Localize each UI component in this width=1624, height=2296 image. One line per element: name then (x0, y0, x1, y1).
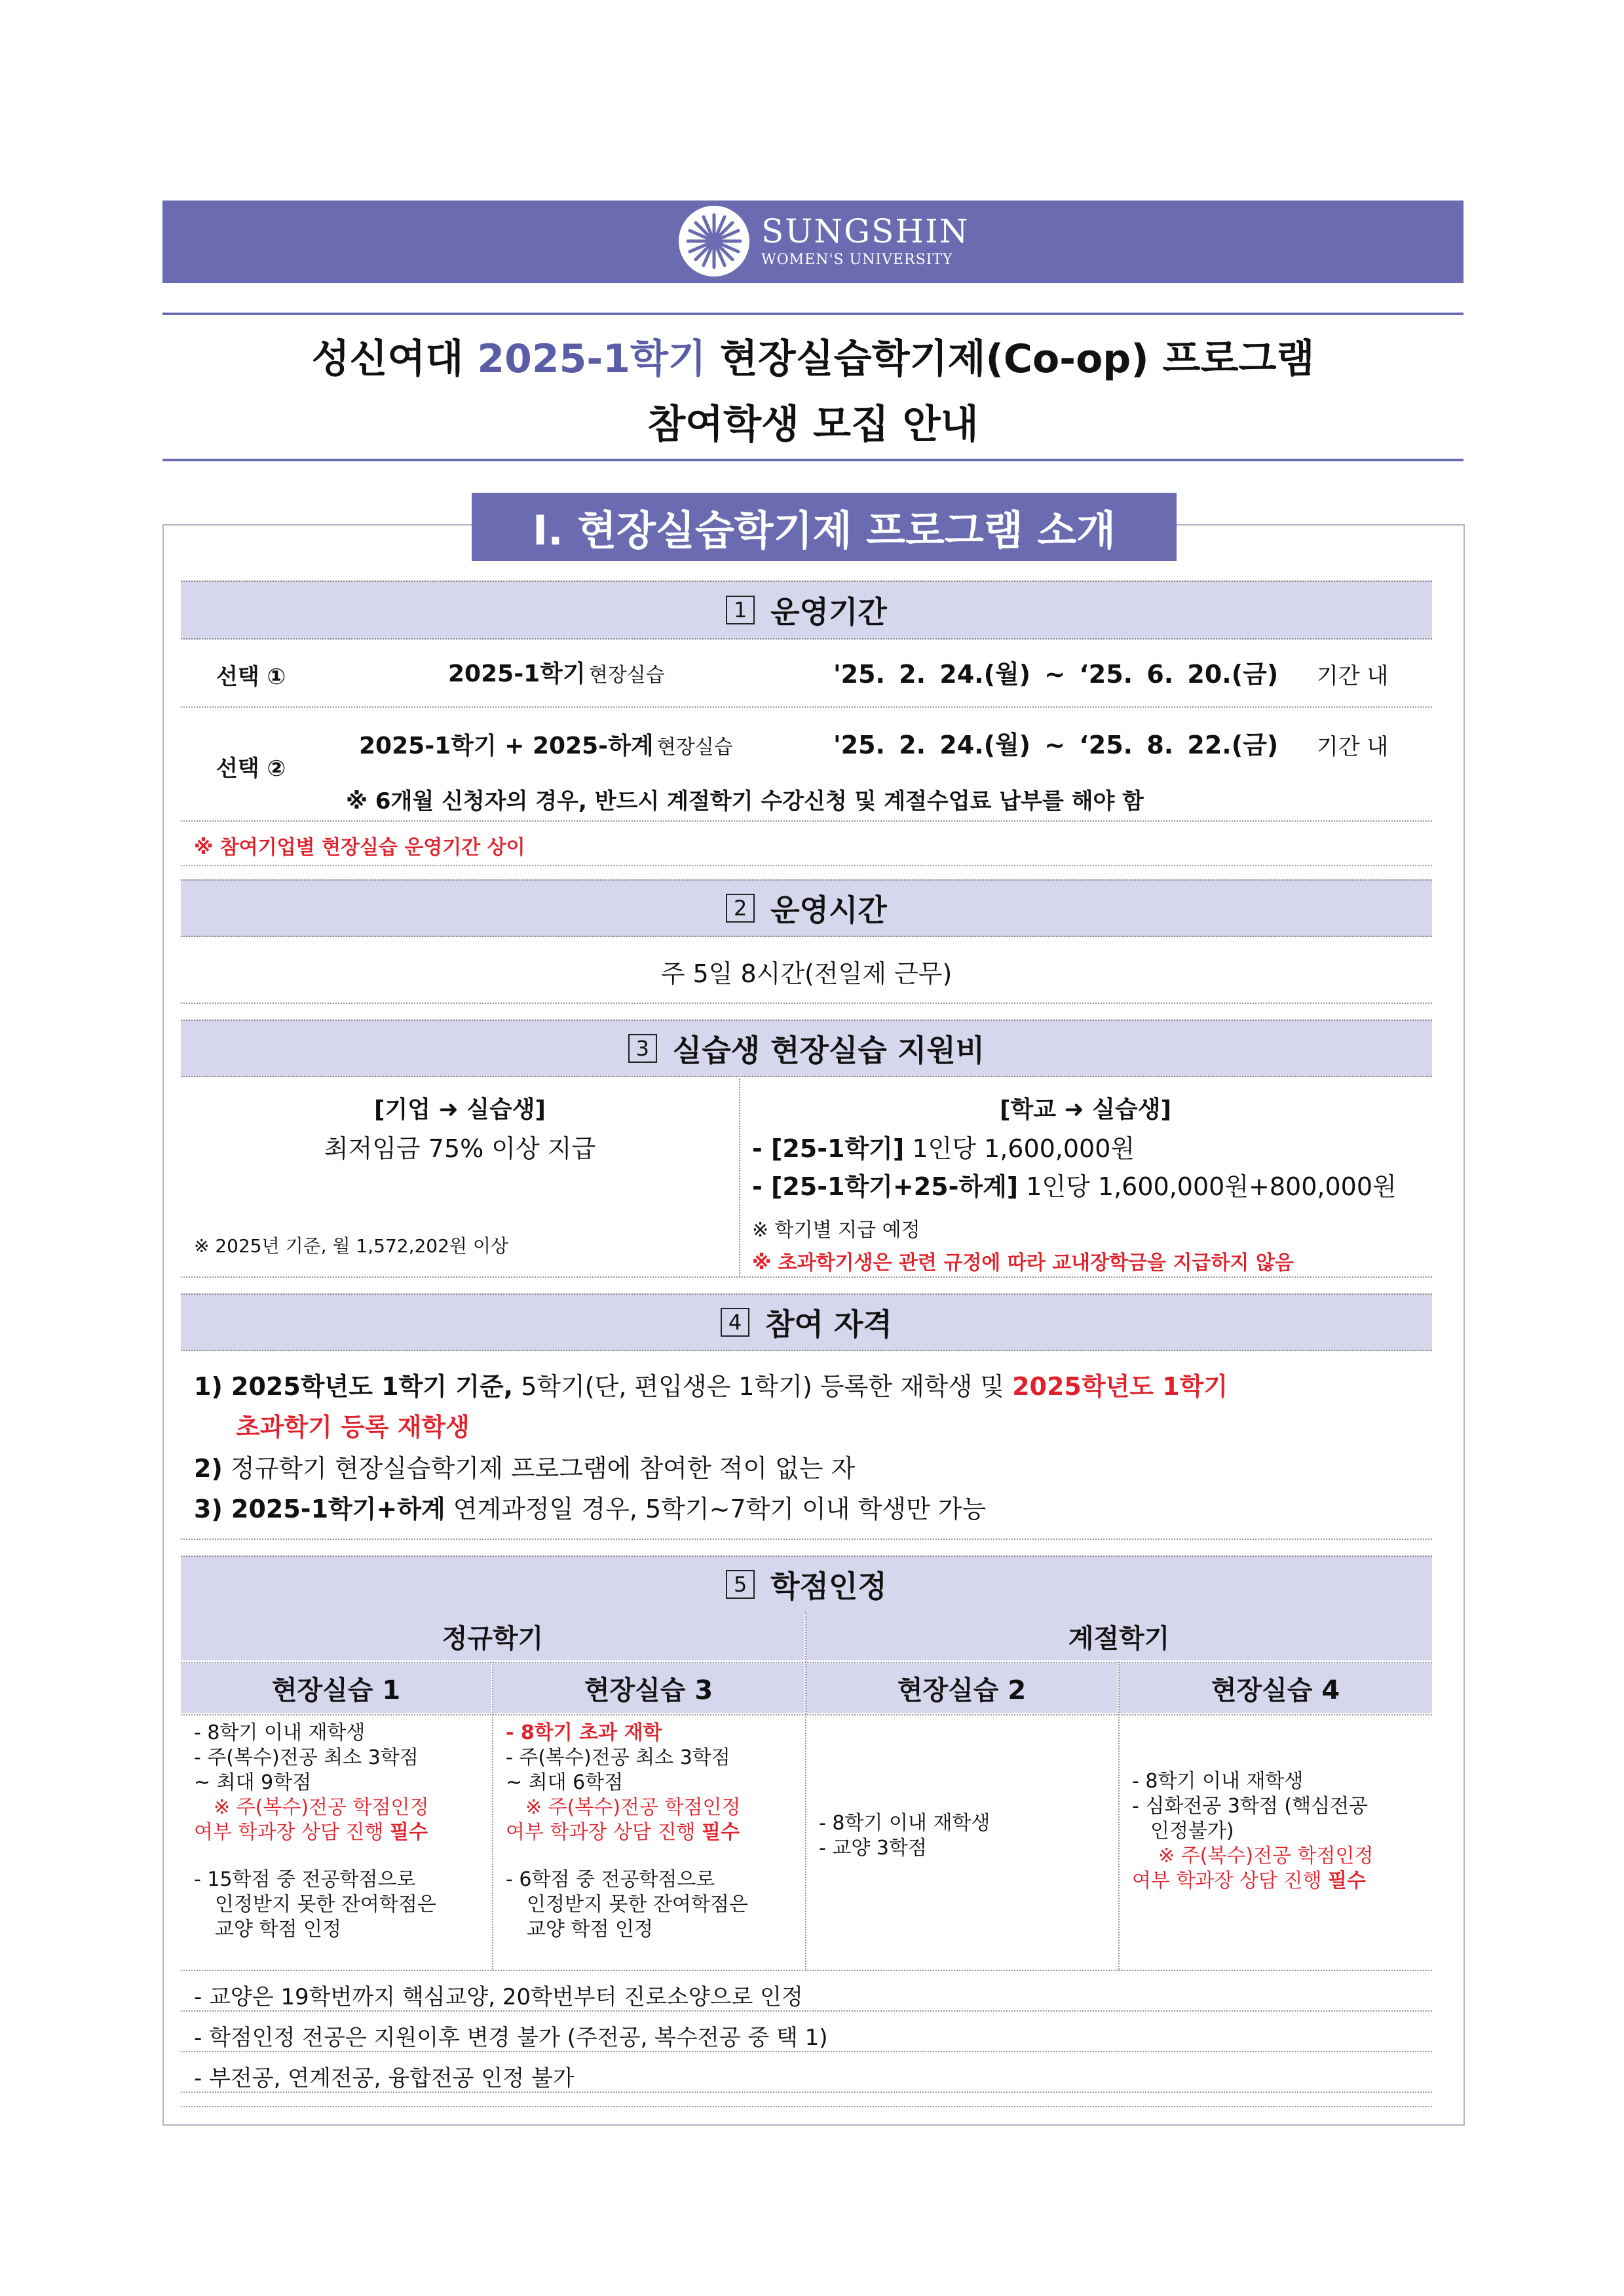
s5-col2-head: 현장실습 3 (493, 1663, 804, 1713)
s5-number: 5 (726, 1570, 755, 1599)
s1-opt2-term (359, 727, 733, 761)
divider (181, 1276, 1432, 1278)
title-top-rule (162, 313, 1463, 315)
s3-right-item2 (752, 1166, 1397, 1202)
s4-item1 (194, 1366, 1228, 1402)
s3-title: 실습생 현장실습 지원비 (672, 1033, 985, 1068)
title-suffix: 현장실습학기제(Co-op) 프로그램 (719, 336, 1315, 382)
s5-c4-line: - 8학기 이내 재학생 (1132, 1770, 1304, 1793)
s3-right-item1-bold: - [25-1학기] (752, 1134, 905, 1163)
s5-header (181, 1556, 1432, 1613)
s1-opt2-period: '25. 2. 24.(월) ~ ‘25. 8. 22.(금) (833, 731, 1279, 759)
logo-subtitle: WOMEN'S UNIVERSITY (761, 252, 953, 268)
s5-footnote-1: - 교양은 19학번까지 핵심교양, 20학번부터 진로소양으로 인정 (194, 1984, 803, 2010)
s2-text: 주 5일 8시간(전일제 근무) (660, 959, 953, 988)
s5-col4-body (1132, 1769, 1427, 1894)
s5-regular-head: 정규학기 (181, 1612, 804, 1660)
s4-item2-bold: 2) (194, 1454, 223, 1483)
s1-opt2-note: ※ 6개월 신청자의 경우, 반드시 계절학기 수강신청 및 계절수업료 납부를 해야 함 (346, 788, 1144, 814)
s5-c1-red-line: ※ 주(복수)전공 학점인정 (214, 1796, 429, 1819)
divider (181, 706, 1432, 708)
s5-col3-head: 현장실습 2 (806, 1663, 1118, 1713)
s5-footnote-2: - 학점인정 전공은 지원이후 변경 불가 (주전공, 복수전공 중 택 1) (194, 2025, 828, 2051)
s5-col4-head: 현장실습 4 (1119, 1663, 1432, 1713)
s4-header (181, 1293, 1432, 1351)
s5-c1-line: - 주(복수)전공 최소 3학점 (194, 1746, 419, 1769)
s5-footnote-3: - 부전공, 연계전공, 융합전공 인정 불가 (194, 2065, 575, 2092)
s5-col1-head: 현장실습 1 (181, 1663, 491, 1713)
s1-header (181, 581, 1432, 640)
page-title-line1 (162, 328, 1463, 384)
s3-right-note2: ※ 초과학기생은 관련 규정에 따라 교내장학금을 지급하지 않음 (752, 1252, 1294, 1274)
divider (181, 1003, 1432, 1004)
s1-red-note: ※ 참여기업별 현장실습 운영기간 상이 (194, 836, 525, 859)
s5-title: 학점인정 (770, 1569, 887, 1604)
s5-c2-line: - 주(복수)전공 최소 3학점 (506, 1746, 730, 1769)
s4-item1-red2: 초과학기 등록 재학생 (236, 1413, 470, 1442)
s5-c3-line: - 교양 3학점 (819, 1837, 927, 1860)
s1-opt2-within: 기간 내 (1317, 734, 1389, 760)
s1-title: 운영기간 (770, 594, 887, 630)
s5-c4-red-line: ※ 주(복수)전공 학점인정 (1158, 1845, 1374, 1867)
s5-c1-line: 교양 학점 인정 (215, 1918, 341, 1941)
s1-opt2-label: 선택 ② (216, 756, 286, 782)
s5-c2-line: - 6학점 중 전공학점으로 (506, 1868, 715, 1891)
s5-c1-line: - 8학기 이내 재학생 (194, 1721, 366, 1744)
s5-col-divider (805, 1714, 806, 1970)
s5-c2-required: 필수 (701, 1821, 740, 1844)
s5-c2-red-line: - 8학기 초과 재학 (506, 1721, 662, 1744)
title-accent: 2025-1학기 (477, 336, 706, 382)
s5-c2-line: 교양 학점 인정 (527, 1918, 653, 1941)
s5-c2-red-line: 여부 학과장 상담 진행 (506, 1821, 696, 1844)
s1-opt2-term-small: 현장실습 (656, 736, 733, 759)
s5-col3-body (819, 1811, 1107, 1861)
s3-right-note1: ※ 학기별 지급 예정 (752, 1219, 920, 1242)
s4-item3-bold: 3) 2025-1학기+하계 (194, 1495, 445, 1523)
s2-header (181, 879, 1432, 937)
s5-col2-body (506, 1721, 794, 1942)
s5-c1-required: 필수 (389, 1821, 428, 1844)
s5-c1-line: - 15학점 중 전공학점으로 (194, 1868, 416, 1891)
s5-c2-line: 인정받지 못한 잔여학점은 (527, 1893, 748, 1916)
s5-c1-line: 인정받지 못한 잔여학점은 (215, 1893, 436, 1916)
s3-right-item1 (752, 1128, 1135, 1164)
s2-number: 2 (726, 894, 755, 923)
page-title-line2: 참여학생 모집 안내 (647, 402, 979, 448)
s5-c4-line: - 심화전공 3학점 (핵심전공 (1132, 1795, 1369, 1818)
s5-seasonal-head: 계절학기 (806, 1612, 1432, 1660)
s4-item3 (194, 1489, 986, 1525)
s3-left-head: [기업 ➜ 실습생] (373, 1096, 546, 1123)
divider (181, 1970, 1432, 1971)
logo-name: SUNGSHIN (761, 212, 970, 250)
s1-opt1-within: 기간 내 (1317, 663, 1389, 689)
s1-opt1-period: '25. 2. 24.(월) ~ ‘25. 6. 20.(금) (833, 660, 1279, 689)
header-banner (162, 201, 1463, 283)
s1-opt1-label: 선택 ① (216, 664, 286, 690)
s4-item1-text: 5학기(단, 편입생은 1학기) 등록한 재학생 및 (521, 1372, 1004, 1401)
s5-c1-line: ~ 최대 9학점 (194, 1771, 312, 1794)
s3-left-text: 최저임금 75% 이상 지급 (324, 1134, 596, 1163)
s1-opt1-term-small: 현장실습 (588, 664, 665, 687)
s5-c2-line: ~ 최대 6학점 (506, 1771, 624, 1794)
s4-item3-text: 연계과정일 경우, 5학기~7학기 이내 학생만 가능 (453, 1495, 987, 1523)
s4-item1-red: 2025학년도 1학기 (1012, 1372, 1228, 1401)
s5-c4-required: 필수 (1327, 1869, 1366, 1892)
s1-opt1-term-bold: 2025-1학기 (448, 660, 586, 687)
s4-item2 (194, 1448, 855, 1484)
s5-head-divider (805, 1612, 806, 1714)
s1-number: 1 (726, 596, 755, 624)
title-bottom-rule (162, 459, 1463, 461)
divider (181, 2010, 1432, 2012)
section-title: Ⅰ. 현장실습학기제 프로그램 소개 (472, 493, 1177, 561)
s2-title: 운영시간 (770, 892, 887, 928)
divider (181, 865, 1432, 866)
s1-opt2-term-bold: 2025-1학기 + 2025-하계 (359, 733, 654, 759)
s5-c3-line: - 8학기 이내 재학생 (819, 1812, 991, 1835)
s5-col-divider (1118, 1662, 1120, 1970)
s3-right-head: [학교 ➜ 실습생] (999, 1096, 1172, 1123)
s3-left-note: ※ 2025년 기준, 월 1,572,202원 이상 (194, 1235, 508, 1257)
s3-number: 3 (628, 1034, 657, 1063)
s1-opt1-term (448, 655, 665, 689)
s3-right-item1-text: 1인당 1,600,000원 (912, 1134, 1135, 1163)
s3-right-item2-text: 1인당 1,600,000원+800,000원 (1026, 1172, 1397, 1201)
divider (181, 2106, 1432, 2107)
s4-item2-text: 정규학기 현장실습학기제 프로그램에 참여한 적이 없는 자 (230, 1454, 856, 1483)
s5-c2-red-line: ※ 주(복수)전공 학점인정 (525, 1796, 741, 1819)
title-prefix: 성신여대 (311, 336, 464, 382)
divider (181, 820, 1432, 822)
s5-col1-body (194, 1721, 482, 1942)
divider (181, 1714, 1432, 1715)
s3-right-item2-bold: - [25-1학기+25-하계] (752, 1172, 1019, 1201)
s3-header (181, 1020, 1432, 1077)
divider (181, 2092, 1432, 2093)
s5-c1-red-line: 여부 학과장 상담 진행 (194, 1821, 384, 1844)
s5-col-divider (492, 1662, 493, 1970)
divider (181, 1539, 1432, 1540)
divider (181, 2051, 1432, 2052)
university-emblem-icon (679, 206, 749, 277)
s4-item1-bold: 1) 2025학년도 1학기 기준, (194, 1372, 514, 1401)
s4-title: 참여 자격 (765, 1307, 892, 1342)
s5-c4-line: 인정불가) (1150, 1820, 1234, 1843)
s4-number: 4 (721, 1308, 749, 1337)
s5-c4-red-line: 여부 학과장 상담 진행 (1132, 1869, 1322, 1892)
